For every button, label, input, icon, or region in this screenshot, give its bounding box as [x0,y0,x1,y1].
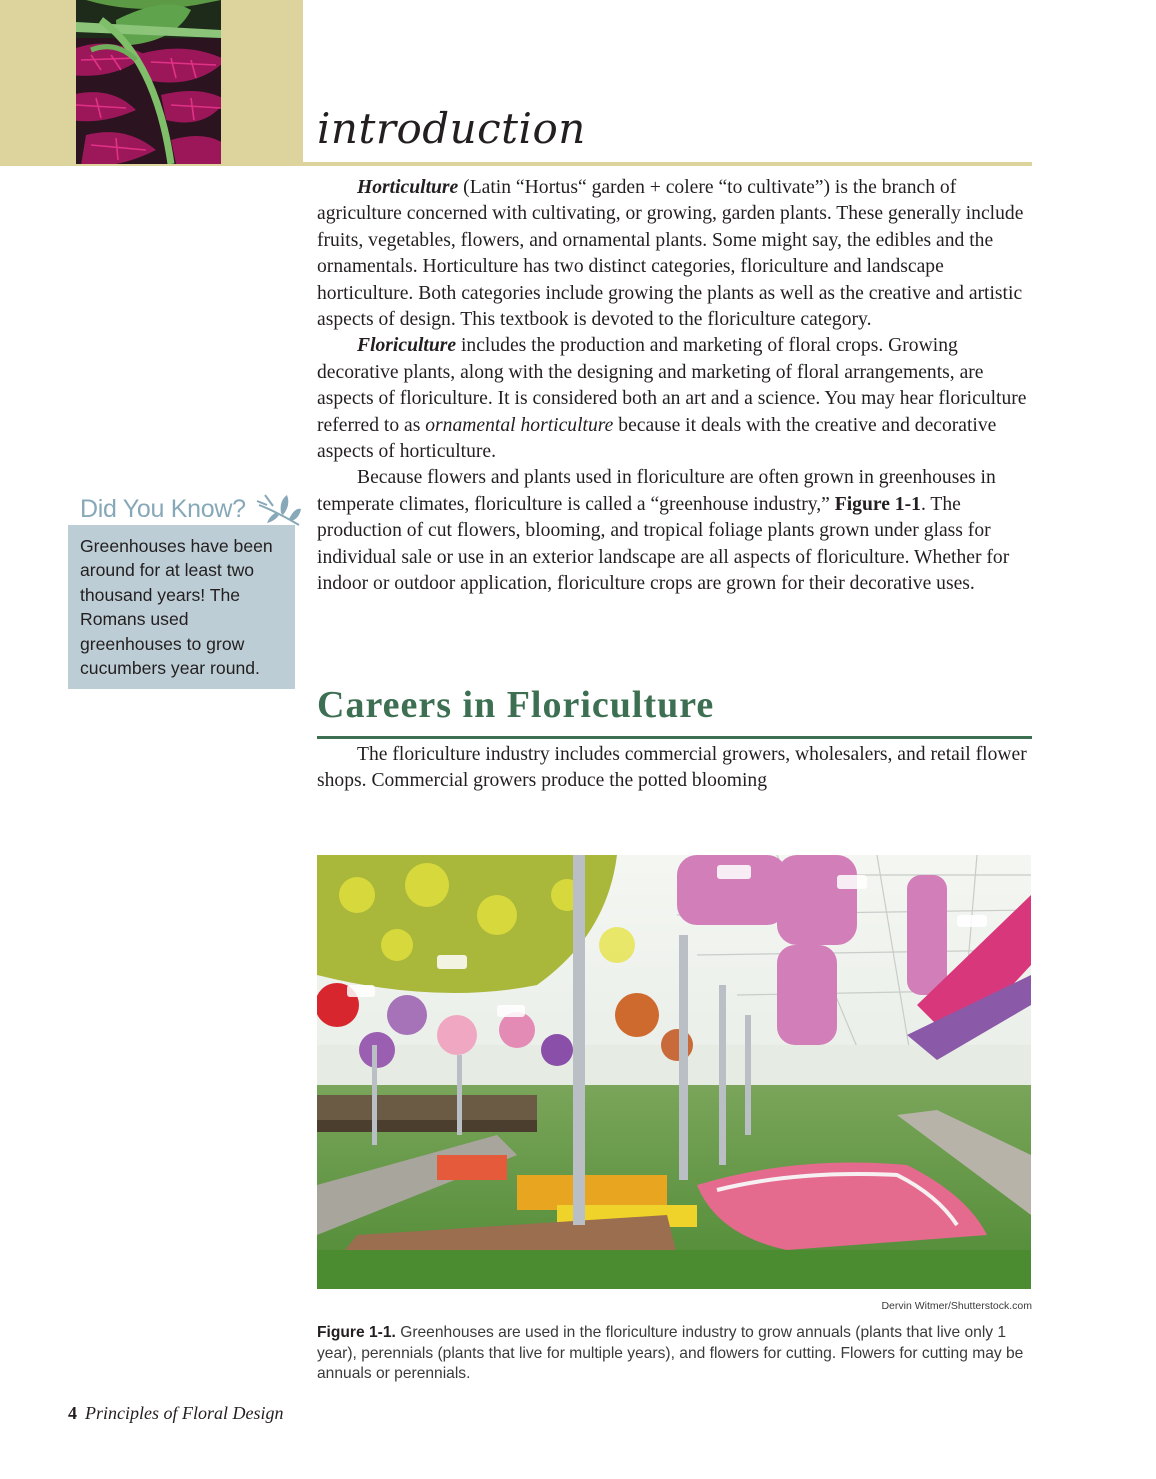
intro-paragraph-greenhouse [317,465,1033,597]
intro-body [317,175,1033,598]
chapter-title: introduction [317,104,586,153]
chapter-thumbnail-image [76,0,221,164]
did-you-know-box: Greenhouses have been around for at least two thousand years! The Romans used greenhouses to grow cucumbers year round. [68,525,295,689]
leaf-sprig-icon [255,491,303,529]
figure-greenhouse-photo [317,855,1031,1289]
page-number: 4 [68,1403,77,1423]
intro-paragraph-floriculture [317,333,1033,465]
lead-term: Floriculture [357,335,457,357]
paragraph-text: includes the production and marketing of floral crops. Growing decorative plants, along with the designing and marketing of floral arrangements, are aspects of floriculture. It is considered both an art and a science. You may hear floriculture referred to as [317,335,1027,436]
careers-body [317,742,1033,795]
book-title: Principles of Floral Design [85,1403,284,1423]
italic-term: ornamental horticulture [425,414,614,436]
paragraph-text: because it deals with the creative and decorative aspects of horticulture. [317,414,997,463]
figure-caption [317,1323,1033,1385]
section-heading-rule [317,736,1032,739]
careers-paragraph: The floriculture industry includes commercial growers, wholesalers, and retail flower shops. Commercial growers produce the potted blooming [317,744,1027,792]
chapter-title-rule [303,162,1032,166]
paragraph-text: (Latin “Hortus“ garden + colere “to cultivate”) is the branch of agriculture concerned with cultivating, or growing, garden plants. These generally include fruits, vegetables, flowers, and ornamental plants. Some might say, the edibles and the ornamentals. Horticulture has two distinct categories, floriculture and landscape horticulture. Both categories include growing the plants as well as the creative and artistic aspects of design. This textbook is devoted to the floriculture category. [317,177,1024,331]
paragraph-text: . The production of cut flowers, blooming, and tropical foliage plants grown under glass for individual sale or use in an exterior landscape are all aspects of floriculture. Whether for indoor or outdoor application, floriculture crops are grown for their decorative uses. [317,493,1010,595]
did-you-know-title: Did You Know? [80,495,246,523]
section-heading-careers: Careers in Floriculture [317,684,715,726]
intro-paragraph-horticulture [317,175,1033,333]
figure-reference: Figure 1-1 [834,493,921,515]
caption-text: Greenhouses are used in the floriculture industry to grow annuals (plants that live only 1 year), perennials (plants that live for multiple years), and flowers for cutting. Flowers for cutting may be annuals or perennials. [317,1324,1024,1383]
figure-label: Figure 1-1. [317,1324,396,1341]
page-footer [68,1403,283,1424]
paragraph-text: Because flowers and plants used in floriculture are often grown in greenhouses in temperate climates, floriculture is called a “greenhouse industry,” [317,467,996,515]
photo-credit: Dervin Witmer/Shutterstock.com [881,1300,1032,1312]
lead-term: Horticulture [357,177,459,198]
